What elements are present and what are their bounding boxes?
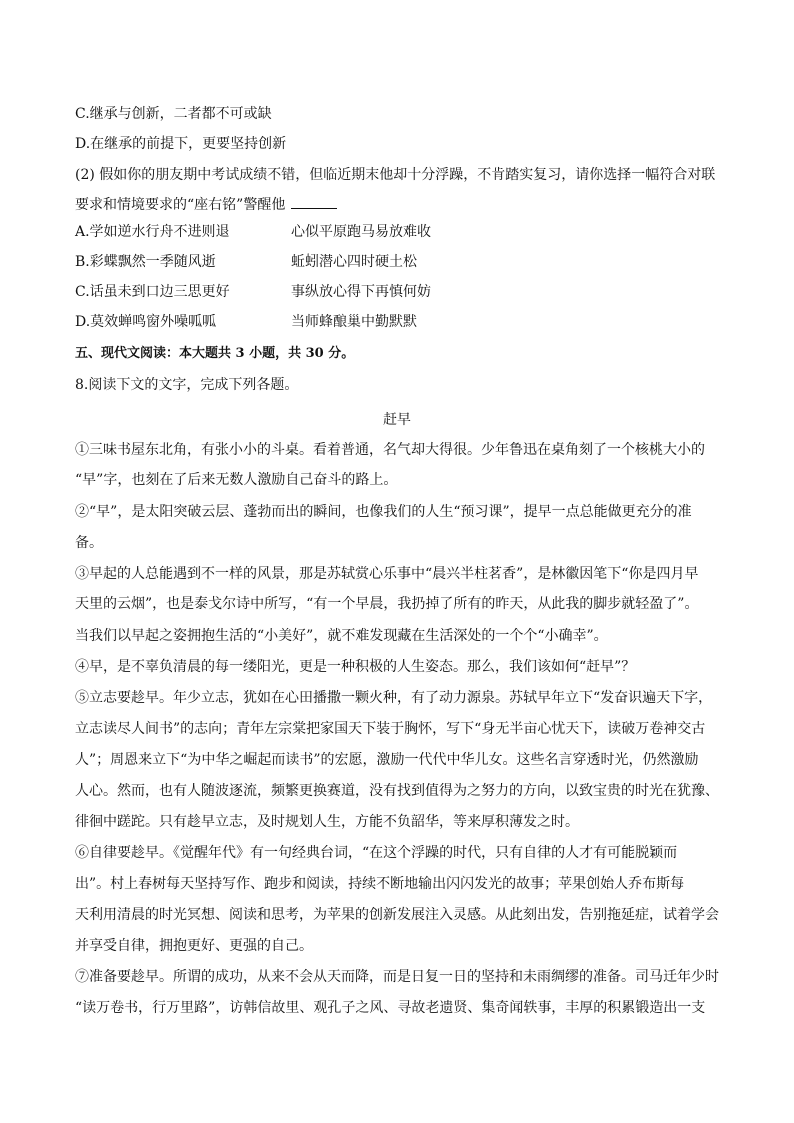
paragraph-line: ②“早”，是太阳突破云层、蓬勃而出的瞬间，也像我们的人生“预习课”，提早一点总能做更充分的准 — [75, 504, 692, 520]
paragraph-line: 徘徊中蹉跎。只有趁早立志，及时规划人生，方能不负韶华，等来厚积薄发之时。 — [75, 814, 579, 830]
paragraph-line: 出”。村上春树每天坚持写作、跑步和阅读，持续不断地输出闪闪发光的故事；苹果创始人乔布斯每 — [75, 876, 685, 892]
paragraph-line: 备。 — [75, 535, 103, 551]
paragraph-line: 当我们以早起之姿拥抱生活的“小美好”，就不难发现藏在生活深处的一个个“小确幸”。 — [75, 628, 608, 644]
question-2-line-2 — [75, 195, 725, 215]
option-d-line: D.在继承的前提下，更要坚持创新 — [75, 136, 287, 152]
paragraph-line: ③早起的人总能遇到不一样的风景，那是苏轼赏心乐事中“晨兴半柱茗香”，是林徽因笔下“你是四月早 — [75, 566, 699, 582]
couplet-c-left: C.话虽未到口边三思更好 — [75, 284, 230, 300]
couplet-a-left: A.学如逆水行舟不进则退 — [75, 224, 230, 240]
paragraph-line: 人心。然而，也有人随波逐流，频繁更换赛道，没有找到值得为之努力的方向，以致宝贵的时光在犹豫、 — [75, 783, 719, 799]
paragraph-line: 天利用清晨的时光冥想、阅读和思考，为苹果的创新发展注入灵感。从此刻出发，告别拖延症，试着学会 — [75, 907, 719, 923]
paragraph-line: 并享受自律，拥抱更好、更强的自己。 — [75, 938, 313, 954]
paragraph-line: ⑦准备要趁早。所谓的成功，从来不会从天而降，而是日复一日的坚持和未雨绸缪的准备。司马迁年少时 — [75, 969, 719, 985]
option-c-line: C.继承与创新，二者都不可或缺 — [75, 106, 272, 122]
paragraph-line: “读万卷书，行万里路”，访韩信故里、观孔子之风、寻故老遗贤、集奇闻轶事，丰厚的积累锻造出一支 — [75, 1000, 706, 1016]
couplet-d-right: 当师蜂酿巢中勤默默 — [291, 314, 417, 330]
paragraph-line: “早”字，也刻在了后来无数人激励自己奋斗的路上。 — [75, 472, 398, 488]
article-title: 赶早 — [383, 412, 411, 428]
paragraph-line: 立志读尽人间书”的志向；青年左宗棠把家国天下装于胸怀，写下“身无半亩心忧天下，读破万卷神交古 — [75, 721, 706, 737]
question-2-text: 要求和情境要求的“座右铭”警醒他 — [75, 197, 286, 213]
couplet-c-right: 事纵放心得下再慎何妨 — [291, 284, 431, 300]
couplet-d-left: D.莫效蝉鸣窗外噪呱呱 — [75, 314, 217, 330]
paragraph-line: ①三味书屋东北角，有张小小的斗桌。看着普通，名气却大得很。少年鲁迅在桌角刻了一个核桃大小的 — [75, 442, 705, 458]
section-5-heading: 五、现代文阅读：本大题共 3 小题，共 30 分。 — [75, 346, 355, 361]
couplet-b-left: B.彩蝶飘然一季随风逝 — [75, 254, 216, 270]
paragraph-line: 天里的云烟”，也是泰戈尔诗中所写，“有一个早晨，我扔掉了所有的昨天，从此我的脚步就轻盈了”。 — [75, 596, 699, 612]
paragraph-line: ⑤立志要趁早。年少立志，犹如在心田播撒一颗火种，有了动力源泉。苏轼早年立下“发奋识遍天下字， — [75, 690, 713, 706]
answer-blank — [291, 195, 337, 209]
question-8-prompt: 8.阅读下文的文字，完成下列各题。 — [75, 377, 299, 393]
paragraph-line: 人”；周恩来立下“为中华之崛起而读书”的宏愿，激励一代代中华儿女。这些名言穿透时光，仍然激励 — [75, 752, 699, 768]
couplet-a-right: 心似平原跑马易放难收 — [291, 224, 431, 240]
question-2-line-1: (2) 假如你的朋友期中考试成绩不错，但临近期末他却十分浮躁，不肯踏实复习，请你选择一幅符合对联 — [75, 167, 716, 183]
couplet-b-right: 蚯蚓潜心四时硬土松 — [291, 254, 417, 270]
paragraph-line: ④早，是不辜负清晨的每一缕阳光，更是一种积极的人生姿态。那么，我们该如何“赶早”？ — [75, 659, 636, 675]
paragraph-line: ⑥自律要趁早。《觉醒年代》有一句经典台词，“在这个浮躁的时代，只有自律的人才有可能脱颖而 — [75, 845, 678, 861]
